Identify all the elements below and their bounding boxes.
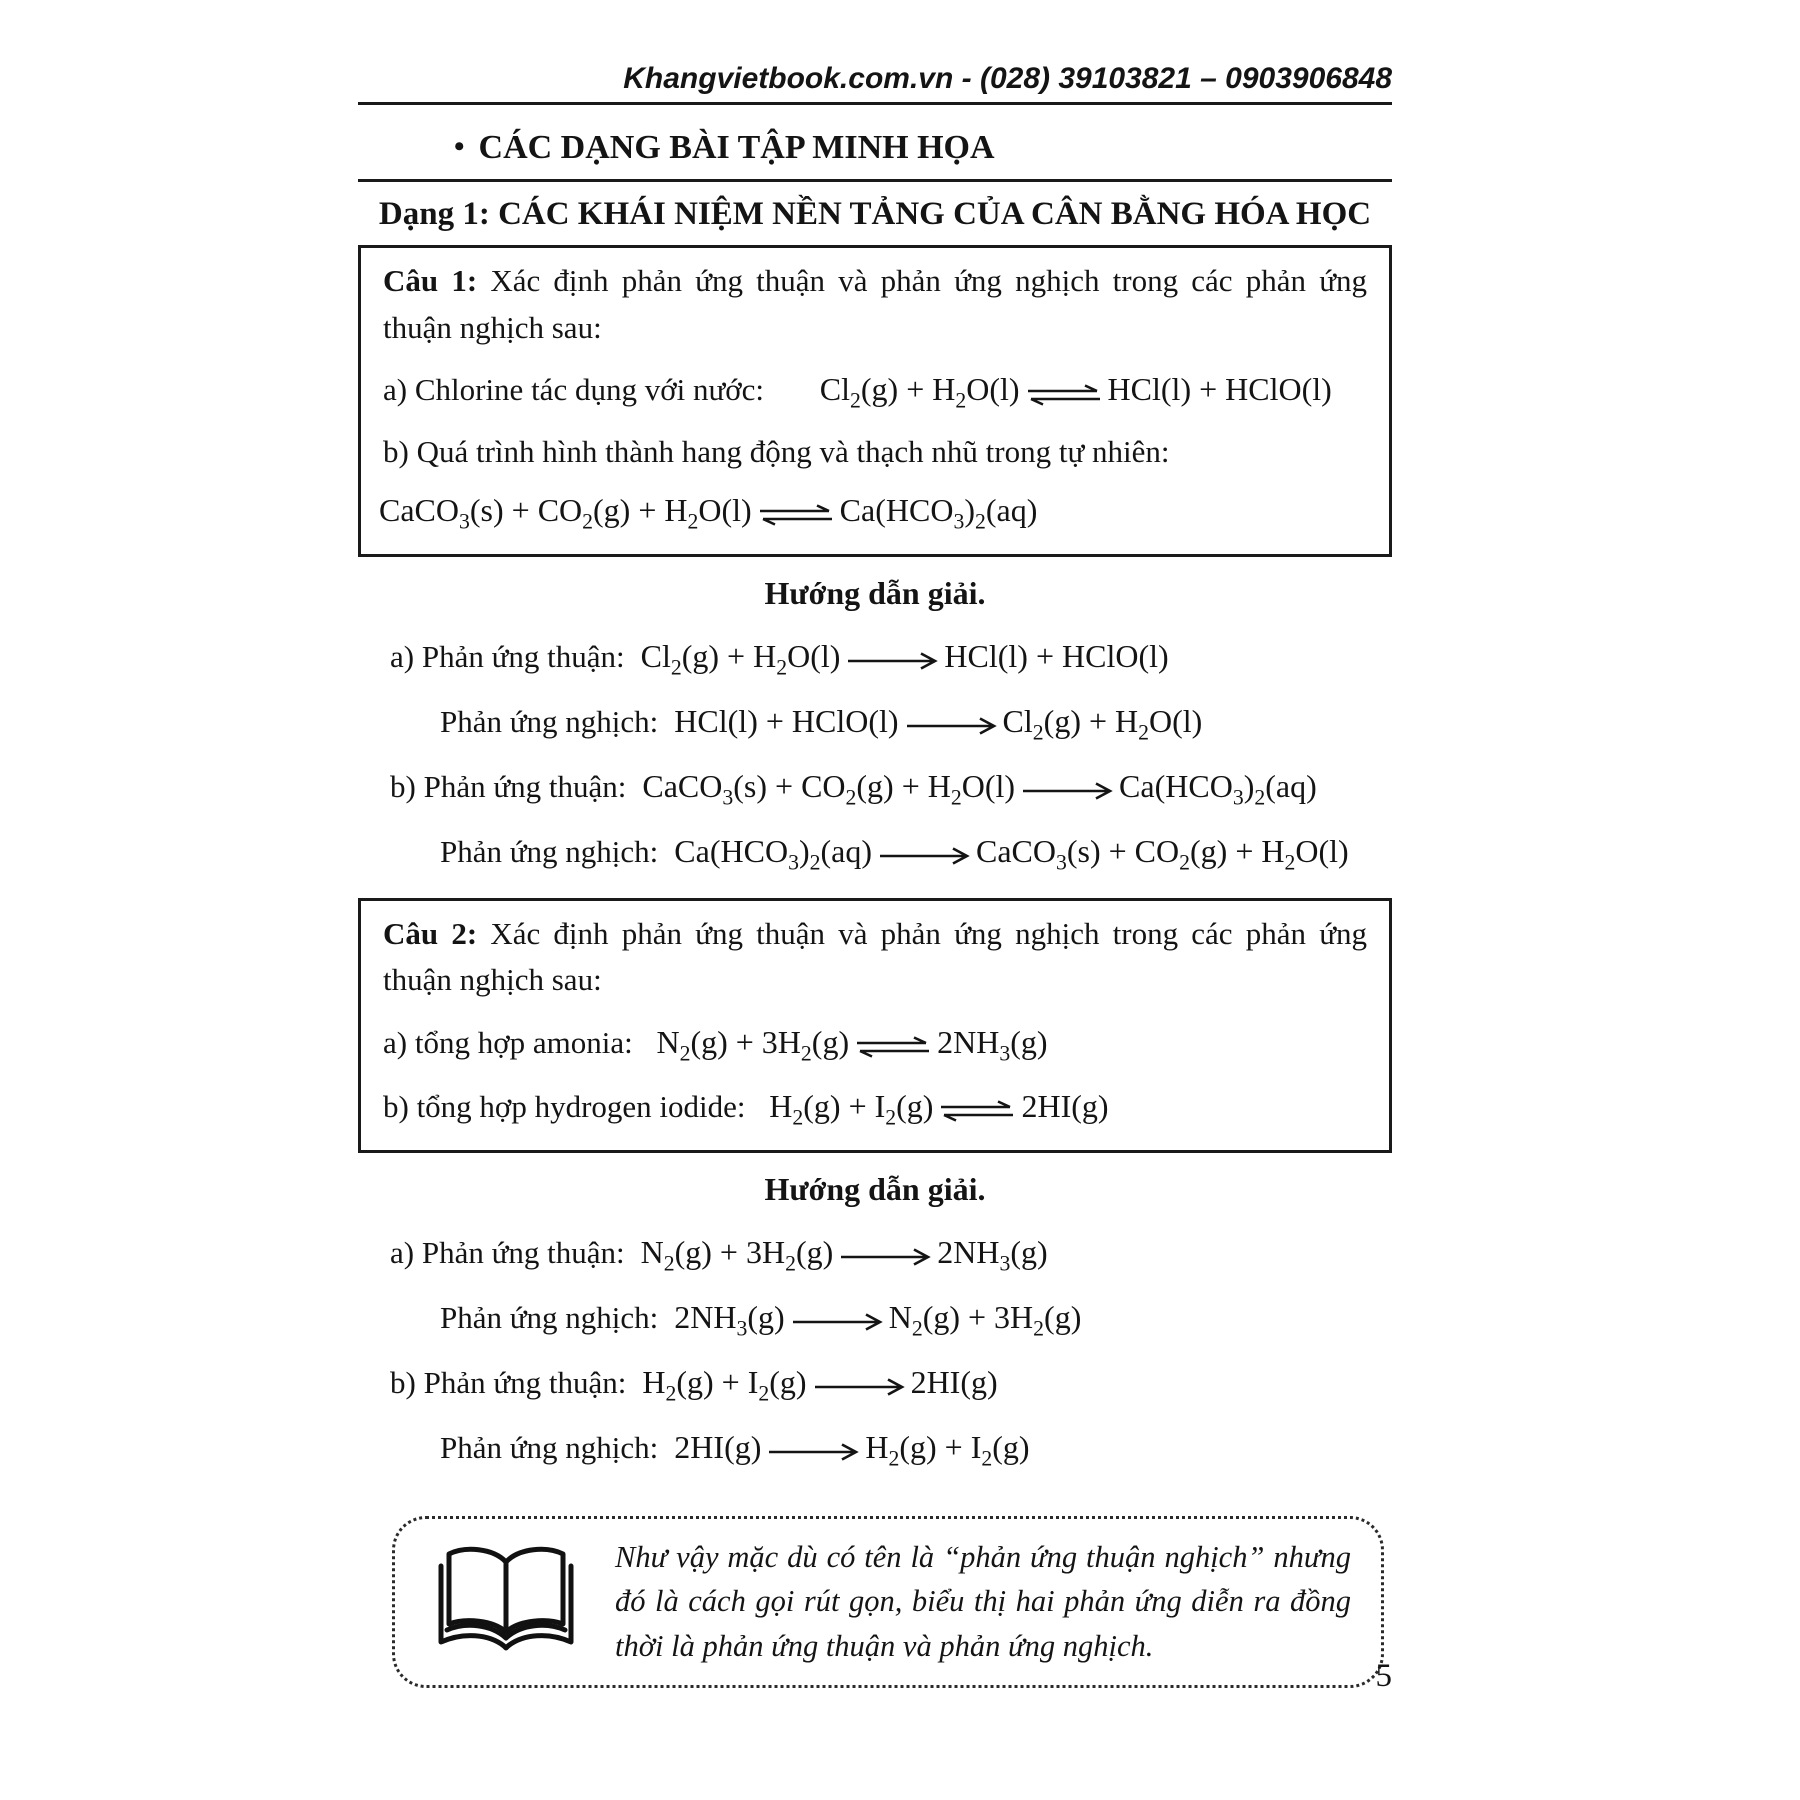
cau1-item-b-label: b) Quá trình hình thành hang động và thạch nhũ trong tự nhiên: <box>383 434 1170 469</box>
cau2-item-a <box>383 1018 1367 1068</box>
right-arrow-icon <box>791 1301 883 1338</box>
solution-line-label: a) Phản ứng thuận: <box>390 1234 625 1270</box>
solution-line-equation: 2HI(g) $H_2(g) + I_2(g)$ <box>674 1428 1030 1470</box>
cau1-box <box>358 245 1392 557</box>
note-text: Như vậy mặc dù có tên là “phản ứng thuận nghịch” nhưng đó là cách gọi rút gọn, biểu thị hai phản ứng diễn ra đồng thời là phản ứng thuận và phản ứng nghịch. <box>615 1539 1351 1664</box>
solution-line-label: b) Phản ứng thuận: <box>390 768 627 804</box>
solution2-line-a-reverse <box>358 1299 1392 1338</box>
cau2-item-a-equation: $N_2(g) + 3H_2(g)$ $2NH_3(g)$ <box>656 1024 1047 1060</box>
cau2-item-b <box>383 1082 1367 1132</box>
equilibrium-arrow-icon <box>758 488 834 536</box>
equilibrium-arrow-icon <box>939 1084 1015 1132</box>
cau1-item-a <box>383 365 1367 415</box>
page-content <box>358 0 1392 1688</box>
section-heading-label: CÁC DẠNG BÀI TẬP MINH HỌA <box>478 129 995 166</box>
cau1-prompt-text: Xác định phản ứng thuận và phản ứng nghịch trong các phản ứng thuận nghịch sau: <box>383 263 1367 345</box>
right-arrow-icon <box>767 1431 859 1468</box>
cau2-prompt-text: Xác định phản ứng thuận và phản ứng nghịch trong các phản ứng thuận nghịch sau: <box>383 915 1367 997</box>
solution1-line-a-reverse <box>358 703 1392 742</box>
cau2-box <box>358 898 1392 1153</box>
solution2-line-b-reverse <box>358 1429 1392 1468</box>
solution-line-equation: $2NH_3(g) N_2(g) + 3H_2(g)$ <box>674 1298 1082 1340</box>
cau1-item-a-label: a) Chlorine tác dụng với nước: <box>383 372 765 407</box>
solution-line-equation: $N_2(g) + 3H_2(g)$ $2NH_3(g)$ <box>640 1233 1048 1275</box>
solution1-line-a-forward <box>358 638 1392 677</box>
cau1-item-b-equation: CaCO$_3$(s) + $CO_2(g) + H_2O(l)$ $Ca(HCO_3)_2(aq)$ <box>379 486 1367 536</box>
solution-line-equation: CaCO$_3$(s) + $CO_2(g) + H_2O(l)$ $Ca(HCO_3)_2(aq)$ <box>642 767 1317 809</box>
right-arrow-icon <box>813 1366 905 1403</box>
open-book-icon <box>431 1540 581 1663</box>
solution1-heading: Hướng dẫn giải. <box>764 574 986 611</box>
solution2-line-a-forward <box>358 1234 1392 1273</box>
header-bar <box>358 0 1392 105</box>
solution1-line-b-forward <box>358 768 1392 807</box>
solution2-heading: Hướng dẫn giải. <box>764 1170 986 1207</box>
header-text: Khangvietbook.com.vn - (028) 39103821 – 0903906848 <box>623 62 1392 95</box>
cau1-item-a-equation: $Cl_2(g) + H_2O(l) HCl(l)$ + HClO(l) <box>820 371 1332 407</box>
cau1-prompt <box>383 258 1367 351</box>
solution-line-equation: $H_2(g) + I_2(g)$ 2HI(g) <box>642 1363 998 1405</box>
cau1-item-b <box>383 429 1367 476</box>
right-arrow-icon <box>839 1236 931 1273</box>
solution2-line-b-forward <box>358 1364 1392 1403</box>
solution-line-equation: $Ca(HCO_3)_2(aq)$ CaCO$_3$(s) + $CO_2(g) + H_2O(l)$ <box>674 832 1349 874</box>
equilibrium-arrow-icon <box>1026 367 1102 415</box>
right-arrow-icon <box>905 705 997 742</box>
solution-line-label: Phản ứng nghịch: <box>440 703 659 739</box>
cau2-item-a-label: a) tổng hợp amonia: <box>383 1024 633 1060</box>
dang1-title: Dạng 1: CÁC KHÁI NIỆM NỀN TẢNG CỦA CÂN BẰNG HÓA HỌC <box>378 196 1372 232</box>
cau2-label: Câu 2: <box>383 915 478 951</box>
solution-line-label: Phản ứng nghịch: <box>440 833 659 869</box>
cau2-prompt <box>383 911 1367 1004</box>
cau2-item-b-equation: $H_2(g) + I_2(g)$ 2HI(g) <box>769 1088 1108 1124</box>
solution-line-equation: HCl(l) + HClO(l) $Cl_2(g) + H_2O(l)$ <box>674 702 1203 744</box>
section-heading <box>358 105 1392 182</box>
solution-line-label: a) Phản ứng thuận: <box>390 638 625 674</box>
cau1-label: Câu 1: <box>383 263 478 298</box>
cau2-item-b-label: b) tổng hợp hydrogen iodide: <box>383 1088 746 1124</box>
bullet-icon: • <box>454 130 465 163</box>
solution-line-equation: $Cl_2(g) + H_2O(l) HCl(l)$ + HClO(l) <box>640 637 1169 679</box>
right-arrow-icon <box>1021 770 1113 807</box>
page-number: 5 <box>1375 1658 1392 1694</box>
right-arrow-icon <box>846 640 938 677</box>
solution-line-label: Phản ứng nghịch: <box>440 1429 659 1465</box>
solution-line-label: b) Phản ứng thuận: <box>390 1364 627 1400</box>
right-arrow-icon <box>878 835 970 872</box>
solution-line-label: Phản ứng nghịch: <box>440 1299 659 1335</box>
equilibrium-arrow-icon <box>855 1020 931 1068</box>
solution1-line-b-reverse <box>358 833 1392 872</box>
